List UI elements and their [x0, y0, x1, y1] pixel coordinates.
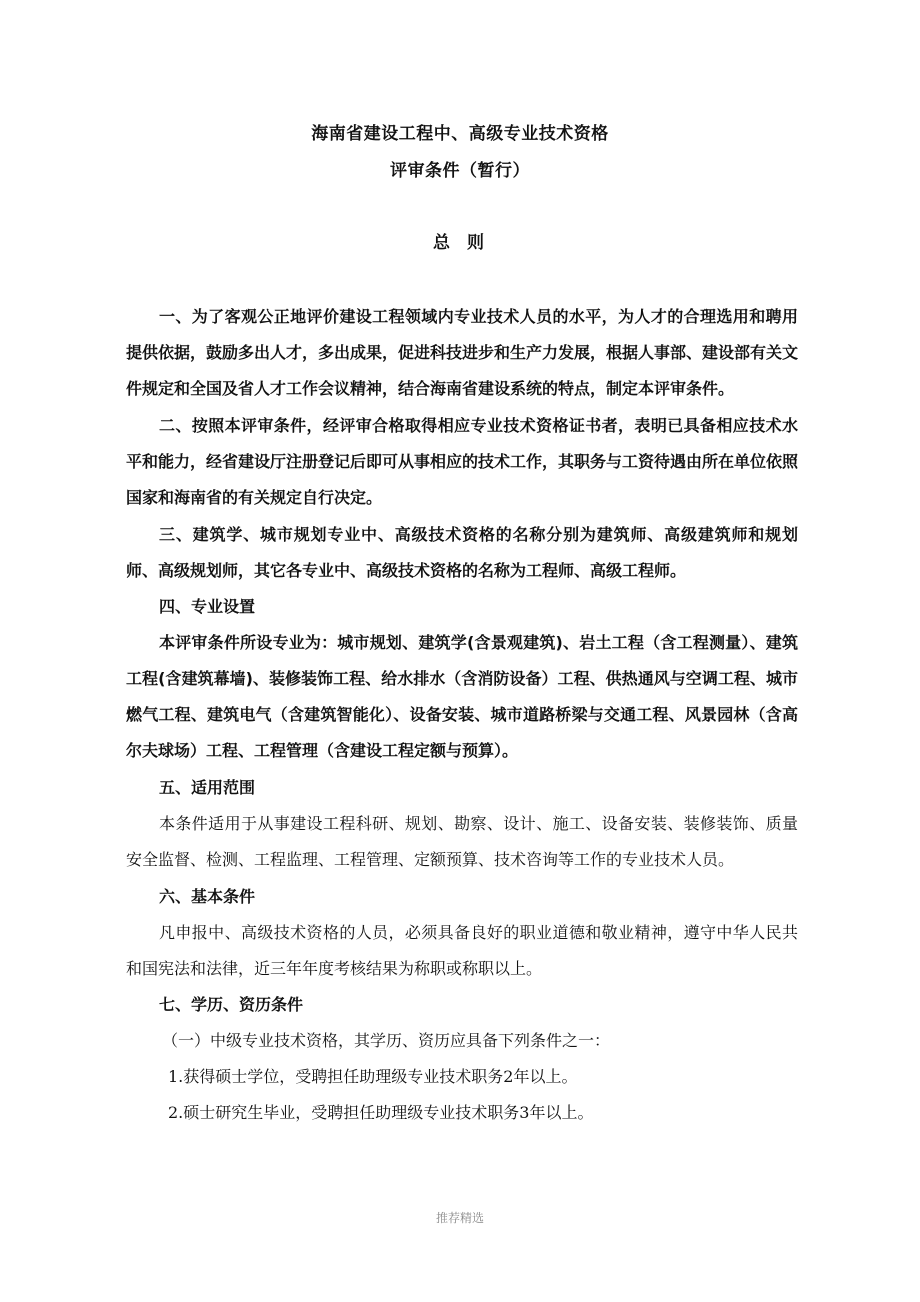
paragraph-article-4: 本评审条件所设专业为：城市规划、建筑学(含景观建筑)、岩土工程（含工程测量）、建筑工程(含建筑幕墙)、装修装饰工程、给水排水（含消防设备）工程、供热通风与空调工程、城市燃气工程、建筑电气（含建筑智能化）、设备安装、城市道路桥梁与交通工程、风景园林（含高尔夫球场）工程、工程管理（含建设工程定额与预算）。 [126, 633, 798, 760]
list-item-1: 1.获得硕士学位，受聘担任助理级专业技术职务2年以上。 [168, 1067, 578, 1086]
heading-article-6: 六、基本条件 [159, 887, 256, 906]
heading-article-7: 七、学历、资历条件 [159, 995, 304, 1014]
paragraph-article-7-1: （一）中级专业技术资格，其学历、资历应具备下列条件之一： [162, 1031, 611, 1050]
paragraph-article-3: 三、建筑学、城市规划专业中、高级技术资格的名称分别为建筑师、高级建筑师和规划师、高级规划师，其它各专业中、高级技术资格的名称为工程师、高级工程师。 [126, 525, 798, 580]
heading-article-5: 五、适用范围 [159, 778, 256, 797]
paragraph-article-1: 一、为了客观公正地评价建设工程领域内专业技术人员的水平，为人才的合理选用和聘用提供依据，鼓励多出人才，多出成果，促进科技进步和生产力发展，根据人事部、建设部有关文件规定和全国及省人才工作会议精神，结合海南省建设系统的特点，制定本评审条件。 [126, 307, 799, 398]
paragraph-article-5: 本条件适用于从事建设工程科研、规划、勘察、设计、施工、设备安装、装修装饰、质量安全监督、检测、工程监理、工程管理、定额预算、技术咨询等工作的专业技术人员。 [126, 814, 798, 869]
paragraph-article-6: 凡申报中、高级技术资格的人员，必须具备良好的职业道德和敬业精神，遵守中华人民共和国宪法和法律，近三年年度考核结果为称职或称职以上。 [126, 923, 798, 978]
page-footer: 推荐精选 [435, 1211, 484, 1225]
document-title-line1: 海南省建设工程中、高级专业技术资格 [311, 124, 609, 144]
list-item-2: 2.硕士研究生毕业，受聘担任助理级专业技术职务3年以上。 [168, 1103, 594, 1122]
section-title-char-b: 则 [467, 233, 487, 253]
section-title-general [0, 228, 920, 253]
heading-article-4: 四、专业设置 [159, 597, 256, 616]
section-title-char-a: 总 [433, 233, 453, 253]
paragraph-article-2: 二、按照本评审条件，经评审合格取得相应专业技术资格证书者，表明已具备相应技术水平和能力，经省建设厅注册登记后即可从事相应的技术工作，其职务与工资待遇由所在单位依照国家和海南省的有关规定自行决定。 [126, 416, 799, 507]
document-title-line2: 评审条件（暂行） [390, 161, 530, 181]
